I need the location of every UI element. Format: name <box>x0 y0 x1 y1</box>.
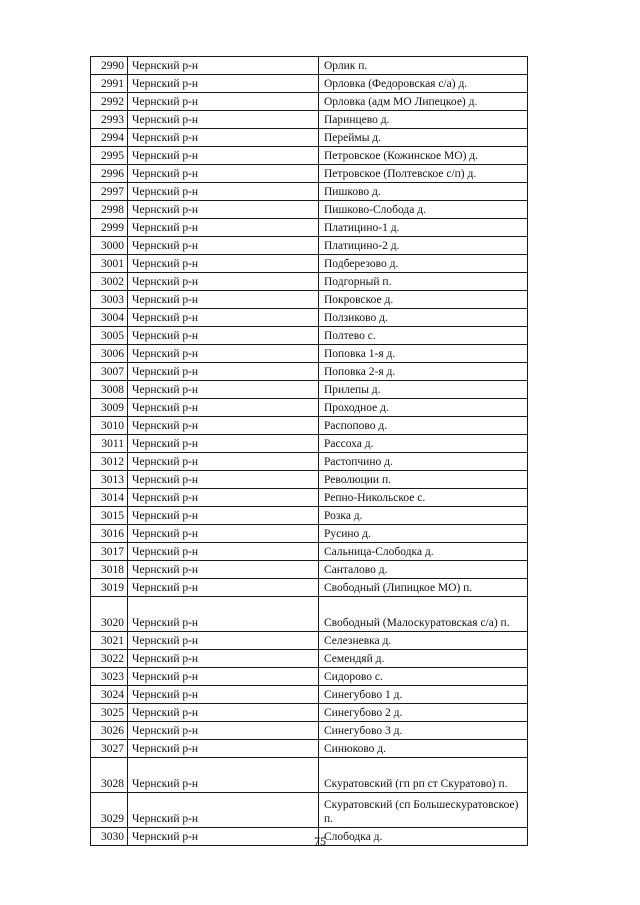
settlement-cell: Подгорный п. <box>319 273 528 291</box>
row-number: 3001 <box>91 255 128 273</box>
settlement-cell: Синюково д. <box>319 740 528 758</box>
table-row <box>91 273 528 291</box>
row-number: 3008 <box>91 381 128 399</box>
table-row <box>91 650 528 668</box>
table-row <box>91 543 528 561</box>
table-row <box>91 93 528 111</box>
district-cell: Чернский р-н <box>128 291 319 309</box>
row-number: 2997 <box>91 183 128 201</box>
district-cell: Чернский р-н <box>128 793 319 828</box>
settlement-cell: Семендяй д. <box>319 650 528 668</box>
settlement-cell: Пишково д. <box>319 183 528 201</box>
settlement-cell: Поповка 1-я д. <box>319 345 528 363</box>
table-row <box>91 435 528 453</box>
table-row <box>91 561 528 579</box>
table-row <box>91 507 528 525</box>
settlement-cell: Санталово д. <box>319 561 528 579</box>
row-number: 3010 <box>91 417 128 435</box>
table-row <box>91 632 528 650</box>
table-row <box>91 237 528 255</box>
settlement-cell: Подберезово д. <box>319 255 528 273</box>
district-cell: Чернский р-н <box>128 255 319 273</box>
district-cell: Чернский р-н <box>128 453 319 471</box>
row-number: 2996 <box>91 165 128 183</box>
row-number: 3020 <box>91 597 128 632</box>
settlement-cell: Пишково-Слобода д. <box>319 201 528 219</box>
table-row <box>91 525 528 543</box>
row-number: 2992 <box>91 93 128 111</box>
table-row <box>91 309 528 327</box>
district-cell: Чернский р-н <box>128 183 319 201</box>
table-row <box>91 758 528 793</box>
row-number: 3002 <box>91 273 128 291</box>
table-row <box>91 147 528 165</box>
row-number: 2991 <box>91 75 128 93</box>
table-row <box>91 579 528 597</box>
settlement-cell: Орловка (адм МО Липецкое) д. <box>319 93 528 111</box>
row-number: 2999 <box>91 219 128 237</box>
settlement-cell: Репно-Никольское с. <box>319 489 528 507</box>
row-number: 3030 <box>91 828 128 846</box>
table-row <box>91 489 528 507</box>
table-row <box>91 722 528 740</box>
district-cell: Чернский р-н <box>128 237 319 255</box>
district-cell: Чернский р-н <box>128 668 319 686</box>
settlement-cell: Прилепы д. <box>319 381 528 399</box>
district-cell: Чернский р-н <box>128 489 319 507</box>
district-cell: Чернский р-н <box>128 828 319 846</box>
table-row <box>91 75 528 93</box>
settlement-cell: Орлик п. <box>319 57 528 75</box>
settlement-cell: Синегубово 3 д. <box>319 722 528 740</box>
settlement-cell: Растопчино д. <box>319 453 528 471</box>
settlement-cell: Ползиково д. <box>319 309 528 327</box>
row-number: 2995 <box>91 147 128 165</box>
row-number: 3023 <box>91 668 128 686</box>
settlement-cell: Покровское д. <box>319 291 528 309</box>
row-number: 3029 <box>91 793 128 828</box>
settlement-cell: Синегубово 1 д. <box>319 686 528 704</box>
row-number: 3013 <box>91 471 128 489</box>
table-row <box>91 740 528 758</box>
district-cell: Чернский р-н <box>128 363 319 381</box>
table-row <box>91 381 528 399</box>
row-number: 2990 <box>91 57 128 75</box>
table-row <box>91 471 528 489</box>
row-number: 3007 <box>91 363 128 381</box>
district-cell: Чернский р-н <box>128 345 319 363</box>
district-cell: Чернский р-н <box>128 93 319 111</box>
settlement-cell: Платицино-2 д. <box>319 237 528 255</box>
district-cell: Чернский р-н <box>128 650 319 668</box>
table-row <box>91 129 528 147</box>
district-cell: Чернский р-н <box>128 273 319 291</box>
page-number: 75 <box>314 834 326 848</box>
row-number: 3025 <box>91 704 128 722</box>
district-cell: Чернский р-н <box>128 201 319 219</box>
table-row <box>91 793 528 828</box>
table-row <box>91 255 528 273</box>
row-number: 2994 <box>91 129 128 147</box>
table-row <box>91 686 528 704</box>
settlement-cell: Петровское (Кожинское МО) д. <box>319 147 528 165</box>
settlement-cell: Скуратовский (сп Большескуратовское) п. <box>319 793 528 828</box>
district-cell: Чернский р-н <box>128 722 319 740</box>
row-number: 3011 <box>91 435 128 453</box>
district-cell: Чернский р-н <box>128 597 319 632</box>
row-number: 3017 <box>91 543 128 561</box>
settlement-cell: Рассоха д. <box>319 435 528 453</box>
row-number: 3012 <box>91 453 128 471</box>
table-row <box>91 57 528 75</box>
settlement-cell: Петровское (Полтевское с/п) д. <box>319 165 528 183</box>
settlement-cell: Сидорово с. <box>319 668 528 686</box>
table-row <box>91 291 528 309</box>
table-row <box>91 704 528 722</box>
district-cell: Чернский р-н <box>128 543 319 561</box>
settlement-cell: Полтево с. <box>319 327 528 345</box>
settlement-cell: Скуратовский (гп рп ст Скуратово) п. <box>319 758 528 793</box>
district-cell: Чернский р-н <box>128 704 319 722</box>
row-number: 3015 <box>91 507 128 525</box>
district-cell: Чернский р-н <box>128 327 319 345</box>
table-row <box>91 219 528 237</box>
district-cell: Чернский р-н <box>128 561 319 579</box>
row-number: 3026 <box>91 722 128 740</box>
district-cell: Чернский р-н <box>128 57 319 75</box>
district-cell: Чернский р-н <box>128 758 319 793</box>
settlement-cell: Свободный (Липицкое МО) п. <box>319 579 528 597</box>
district-cell: Чернский р-н <box>128 686 319 704</box>
row-number: 3016 <box>91 525 128 543</box>
district-cell: Чернский р-н <box>128 632 319 650</box>
table-row <box>91 453 528 471</box>
table-row <box>91 183 528 201</box>
district-cell: Чернский р-н <box>128 219 319 237</box>
row-number: 3019 <box>91 579 128 597</box>
settlement-cell: Селезневка д. <box>319 632 528 650</box>
table-row <box>91 399 528 417</box>
settlement-cell: Паринцево д. <box>319 111 528 129</box>
table-row <box>91 327 528 345</box>
district-cell: Чернский р-н <box>128 525 319 543</box>
settlements-table <box>90 56 528 846</box>
settlement-cell: Слободка д. <box>319 828 528 846</box>
settlement-cell: Проходное д. <box>319 399 528 417</box>
settlement-cell: Свободный (Малоскуратовская с/а) п. <box>319 597 528 632</box>
district-cell: Чернский р-н <box>128 165 319 183</box>
row-number: 3005 <box>91 327 128 345</box>
table-row <box>91 668 528 686</box>
district-cell: Чернский р-н <box>128 740 319 758</box>
district-cell: Чернский р-н <box>128 417 319 435</box>
row-number: 3022 <box>91 650 128 668</box>
settlement-cell: Распопово д. <box>319 417 528 435</box>
table-row <box>91 363 528 381</box>
district-cell: Чернский р-н <box>128 399 319 417</box>
district-cell: Чернский р-н <box>128 309 319 327</box>
table-row <box>91 345 528 363</box>
settlement-cell: Поповка 2-я д. <box>319 363 528 381</box>
settlement-cell: Орловка (Федоровская с/а) д. <box>319 75 528 93</box>
settlements-table-body <box>91 57 528 846</box>
district-cell: Чернский р-н <box>128 471 319 489</box>
row-number: 3003 <box>91 291 128 309</box>
settlement-cell: Русино д. <box>319 525 528 543</box>
row-number: 3024 <box>91 686 128 704</box>
row-number: 2998 <box>91 201 128 219</box>
row-number: 3018 <box>91 561 128 579</box>
settlement-cell: Переймы д. <box>319 129 528 147</box>
settlement-cell: Розка д. <box>319 507 528 525</box>
table-row <box>91 111 528 129</box>
settlement-cell: Синегубово 2 д. <box>319 704 528 722</box>
row-number: 3028 <box>91 758 128 793</box>
row-number: 3006 <box>91 345 128 363</box>
settlement-cell: Сальница-Слободка д. <box>319 543 528 561</box>
settlement-cell: Платицино-1 д. <box>319 219 528 237</box>
district-cell: Чернский р-н <box>128 579 319 597</box>
table-row <box>91 597 528 632</box>
row-number: 3004 <box>91 309 128 327</box>
row-number: 3009 <box>91 399 128 417</box>
district-cell: Чернский р-н <box>128 147 319 165</box>
table-row <box>91 417 528 435</box>
row-number: 3000 <box>91 237 128 255</box>
district-cell: Чернский р-н <box>128 129 319 147</box>
district-cell: Чернский р-н <box>128 75 319 93</box>
settlement-cell: Революции п. <box>319 471 528 489</box>
district-cell: Чернский р-н <box>128 381 319 399</box>
row-number: 3014 <box>91 489 128 507</box>
table-row <box>91 165 528 183</box>
row-number: 3027 <box>91 740 128 758</box>
district-cell: Чернский р-н <box>128 111 319 129</box>
district-cell: Чернский р-н <box>128 435 319 453</box>
district-cell: Чернский р-н <box>128 507 319 525</box>
row-number: 3021 <box>91 632 128 650</box>
row-number: 2993 <box>91 111 128 129</box>
table-row <box>91 201 528 219</box>
